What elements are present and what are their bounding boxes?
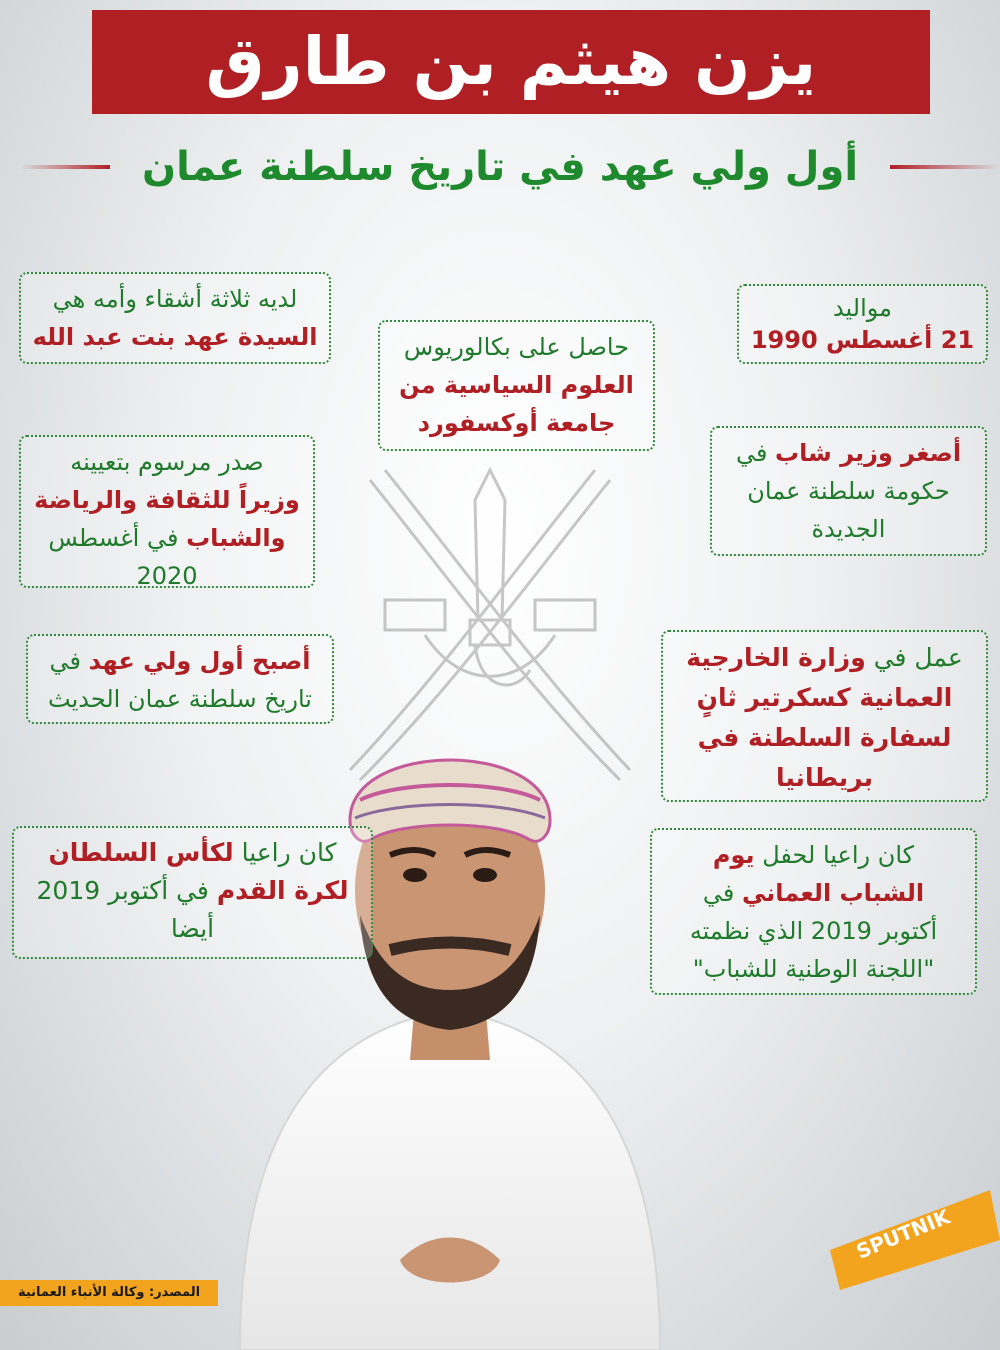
crown-prince-highlight: أصبح أول ولي عهد	[88, 647, 311, 675]
youth-day-name-1: يوم	[712, 841, 755, 869]
youth-day-line4: "اللجنة الوطنية للشباب"	[692, 955, 935, 983]
foreign-ministry-country: بريطانيا	[775, 763, 874, 792]
source-label: المصدر: وكالة الأنباء العمانية	[0, 1280, 218, 1306]
crown-prince-suffix: في	[49, 647, 89, 675]
appointment-date-text: في أغسطس	[48, 524, 187, 552]
sultan-cup-date: في أكتوبر 2019	[36, 876, 217, 905]
degree-field: العلوم السياسية من	[399, 371, 634, 399]
page-subtitle: أول ولي عهد في تاريخ سلطنة عمان	[141, 144, 859, 190]
sultan-cup-line3: أيضا	[170, 914, 215, 943]
birth-info-box	[737, 284, 988, 364]
degree-info-box	[378, 320, 655, 451]
youngest-minister-highlight: أصغر وزير شاب	[775, 439, 962, 467]
foreign-ministry-name: وزارة الخارجية	[686, 643, 866, 672]
siblings-info-box	[19, 272, 331, 364]
youngest-minister-line2: حكومة سلطنة عمان	[747, 477, 950, 505]
mother-name: السيدة عهد بنت عبد الله	[32, 323, 318, 351]
degree-university: جامعة أوكسفورد	[417, 409, 616, 437]
foreign-ministry-box	[661, 630, 988, 802]
foreign-ministry-role: العمانية كسكرتير ثانٍ	[696, 683, 953, 712]
appointment-year: 2020	[136, 562, 198, 590]
crown-prince-line2: تاريخ سلطنة عمان الحديث	[48, 685, 312, 713]
page-title: يزن هيثم بن طارق	[92, 10, 930, 114]
foreign-ministry-prefix: عمل في	[865, 643, 963, 672]
youth-day-prefix: كان راعيا لحفل	[754, 841, 915, 869]
appointment-title-2: والشباب	[186, 524, 286, 552]
youngest-minister-line3: الجديدة	[811, 515, 886, 543]
sultan-cup-name: لكأس السلطان	[48, 838, 234, 867]
birth-label: مواليد	[832, 294, 893, 322]
degree-text: حاصل على بكالوريوس	[403, 333, 630, 361]
birth-date: 21 أغسطس 1990	[750, 326, 975, 354]
crown-prince-box	[26, 634, 334, 724]
sputnik-logo-text: SPUTNIK	[852, 1204, 954, 1264]
youth-day-name-2: الشباب العماني	[741, 879, 925, 907]
portrait-image	[200, 700, 700, 1350]
foreign-ministry-embassy: لسفارة السلطنة في	[697, 723, 952, 752]
youth-day-box	[650, 828, 977, 995]
siblings-text: لديه ثلاثة أشقاء وأمه هي	[52, 285, 298, 313]
youth-day-suffix: في	[702, 879, 742, 907]
youngest-minister-suffix: في	[735, 439, 776, 467]
sultan-cup-prefix: كان راعيا	[233, 838, 337, 867]
sultan-cup-sport: لكرة القدم	[216, 876, 349, 905]
sultan-cup-box	[12, 826, 373, 959]
appointment-title: وزيراً للثقافة والرياضة	[34, 486, 300, 514]
minister-appointment-box	[19, 435, 315, 588]
youngest-minister-box	[710, 426, 987, 556]
appointment-text: صدر مرسوم بتعيينه	[70, 448, 264, 476]
youth-day-line3: أكتوبر 2019 الذي نظمته	[689, 917, 938, 945]
